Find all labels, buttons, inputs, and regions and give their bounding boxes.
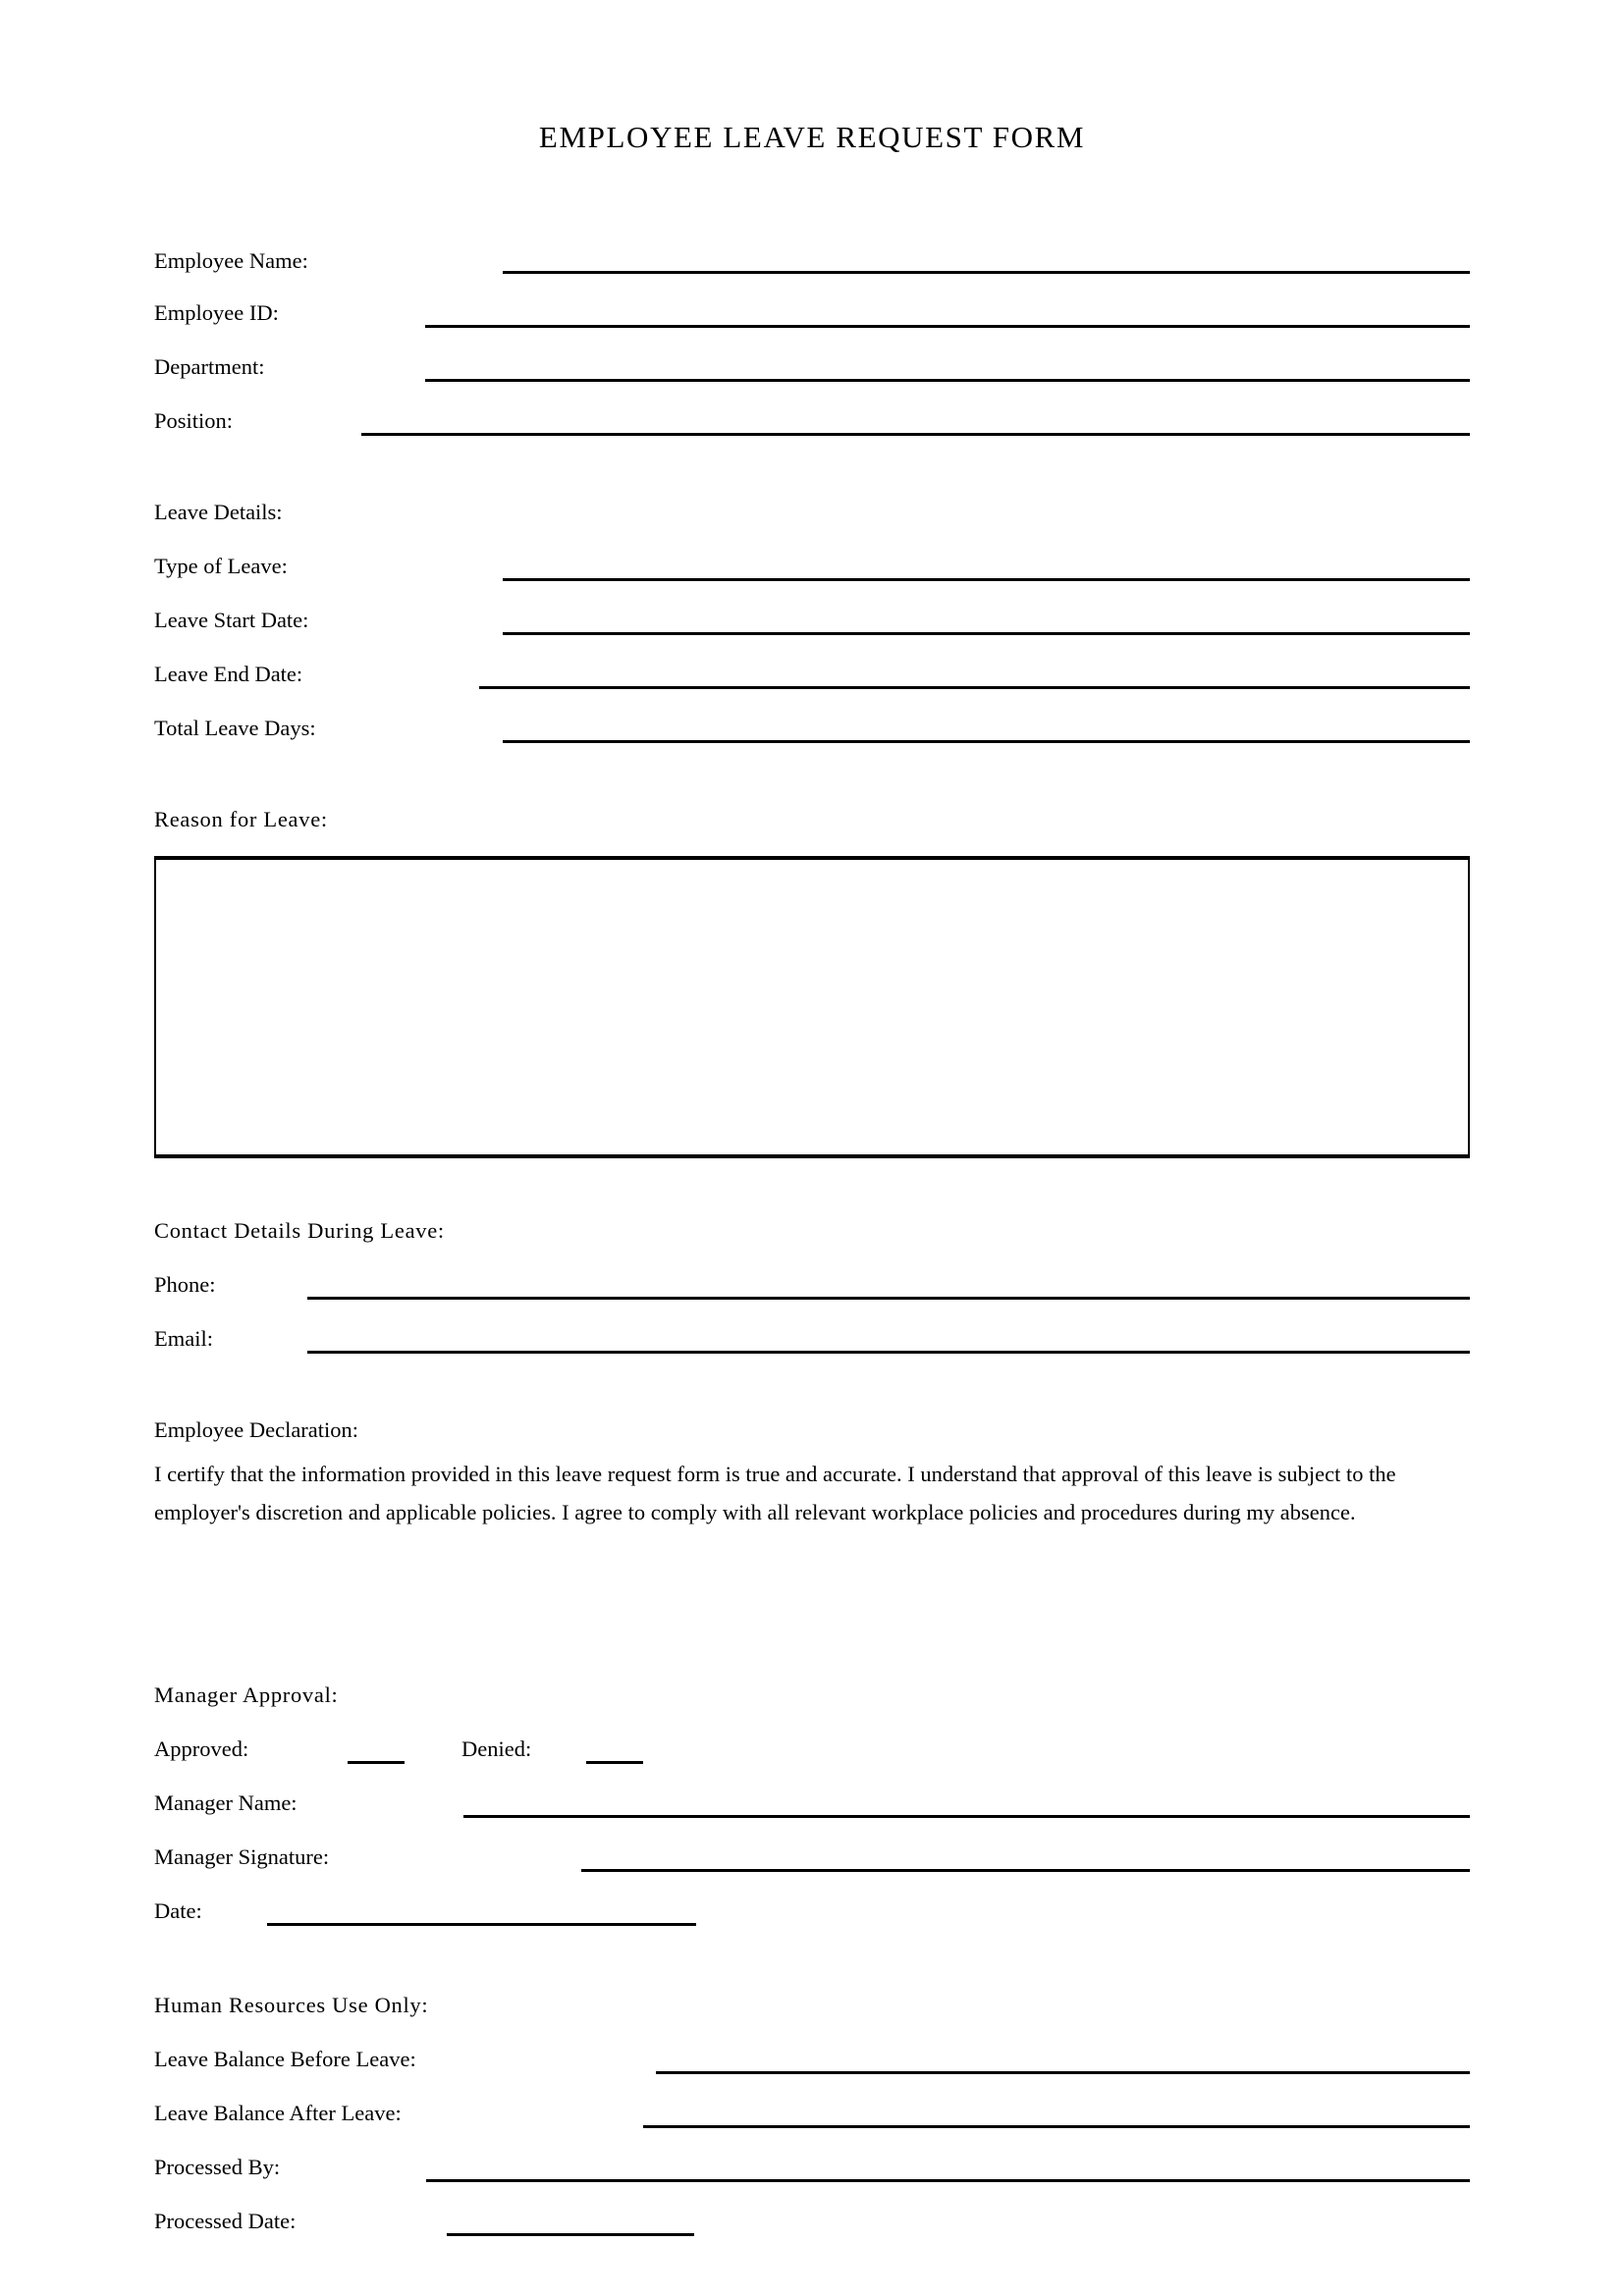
reason-for-leave-textarea[interactable] — [154, 856, 1470, 1158]
input-line-approved[interactable] — [348, 1761, 405, 1764]
input-line-phone[interactable] — [307, 1297, 1470, 1300]
section-heading-manager-approval: Manager Approval: — [154, 1682, 339, 1707]
input-line-email[interactable] — [307, 1351, 1470, 1354]
input-line-leave-end-date[interactable] — [479, 686, 1470, 689]
section-heading-hr-use-only: Human Resources Use Only: — [154, 1993, 429, 2017]
input-line-manager-name[interactable] — [463, 1815, 1470, 1818]
input-line-processed-date[interactable] — [447, 2233, 694, 2236]
input-line-manager-date[interactable] — [267, 1923, 696, 1926]
field-label-denied: Denied: — [461, 1736, 532, 1761]
input-line-leave-balance-after[interactable] — [643, 2125, 1470, 2128]
input-line-processed-by[interactable] — [426, 2179, 1470, 2182]
input-line-denied[interactable] — [586, 1761, 643, 1764]
input-line-department[interactable] — [425, 379, 1470, 382]
section-heading-contact-details: Contact Details During Leave: — [154, 1218, 445, 1243]
section-heading-employee-declaration: Employee Declaration: — [154, 1417, 359, 1442]
input-line-manager-signature[interactable] — [581, 1869, 1470, 1872]
field-label-leave-balance-after: Leave Balance After Leave: — [154, 2101, 402, 2125]
field-label-employee-id: Employee ID: — [154, 300, 279, 325]
field-label-type-of-leave: Type of Leave: — [154, 554, 288, 578]
input-line-position[interactable] — [361, 433, 1470, 436]
field-label-leave-start-date: Leave Start Date: — [154, 608, 309, 632]
field-label-employee-name: Employee Name: — [154, 248, 308, 273]
input-line-leave-start-date[interactable] — [503, 632, 1470, 635]
section-heading-reason-for-leave: Reason for Leave: — [154, 807, 328, 831]
section-heading-leave-details: Leave Details: — [154, 500, 283, 524]
field-label-total-leave-days: Total Leave Days: — [154, 716, 316, 740]
input-line-employee-name[interactable] — [503, 271, 1470, 274]
field-label-processed-date: Processed Date: — [154, 2209, 297, 2233]
input-line-employee-id[interactable] — [425, 325, 1470, 328]
field-label-position: Position: — [154, 408, 234, 433]
field-label-email: Email: — [154, 1326, 213, 1351]
field-label-processed-by: Processed By: — [154, 2155, 281, 2179]
field-label-approved: Approved: — [154, 1736, 249, 1761]
page-title: EMPLOYEE LEAVE REQUEST FORM — [538, 120, 1086, 154]
field-label-leave-balance-before: Leave Balance Before Leave: — [154, 2047, 416, 2071]
declaration-text: I certify that the information provided in this leave request form is true and accurate. I understand that approval of this leave is subject to the employer's discretion and applicable policies. I agree to comply with all relevant workplace policies and procedures during my absence. — [154, 1462, 1396, 1524]
input-line-leave-balance-before[interactable] — [656, 2071, 1470, 2074]
field-label-manager-name: Manager Name: — [154, 1790, 298, 1815]
input-line-total-leave-days[interactable] — [503, 740, 1470, 743]
input-line-type-of-leave[interactable] — [503, 578, 1470, 581]
field-label-manager-date: Date: — [154, 1898, 202, 1923]
field-label-leave-end-date: Leave End Date: — [154, 662, 303, 686]
field-label-phone: Phone: — [154, 1272, 216, 1297]
field-label-manager-signature: Manager Signature: — [154, 1844, 330, 1869]
field-label-department: Department: — [154, 354, 265, 379]
